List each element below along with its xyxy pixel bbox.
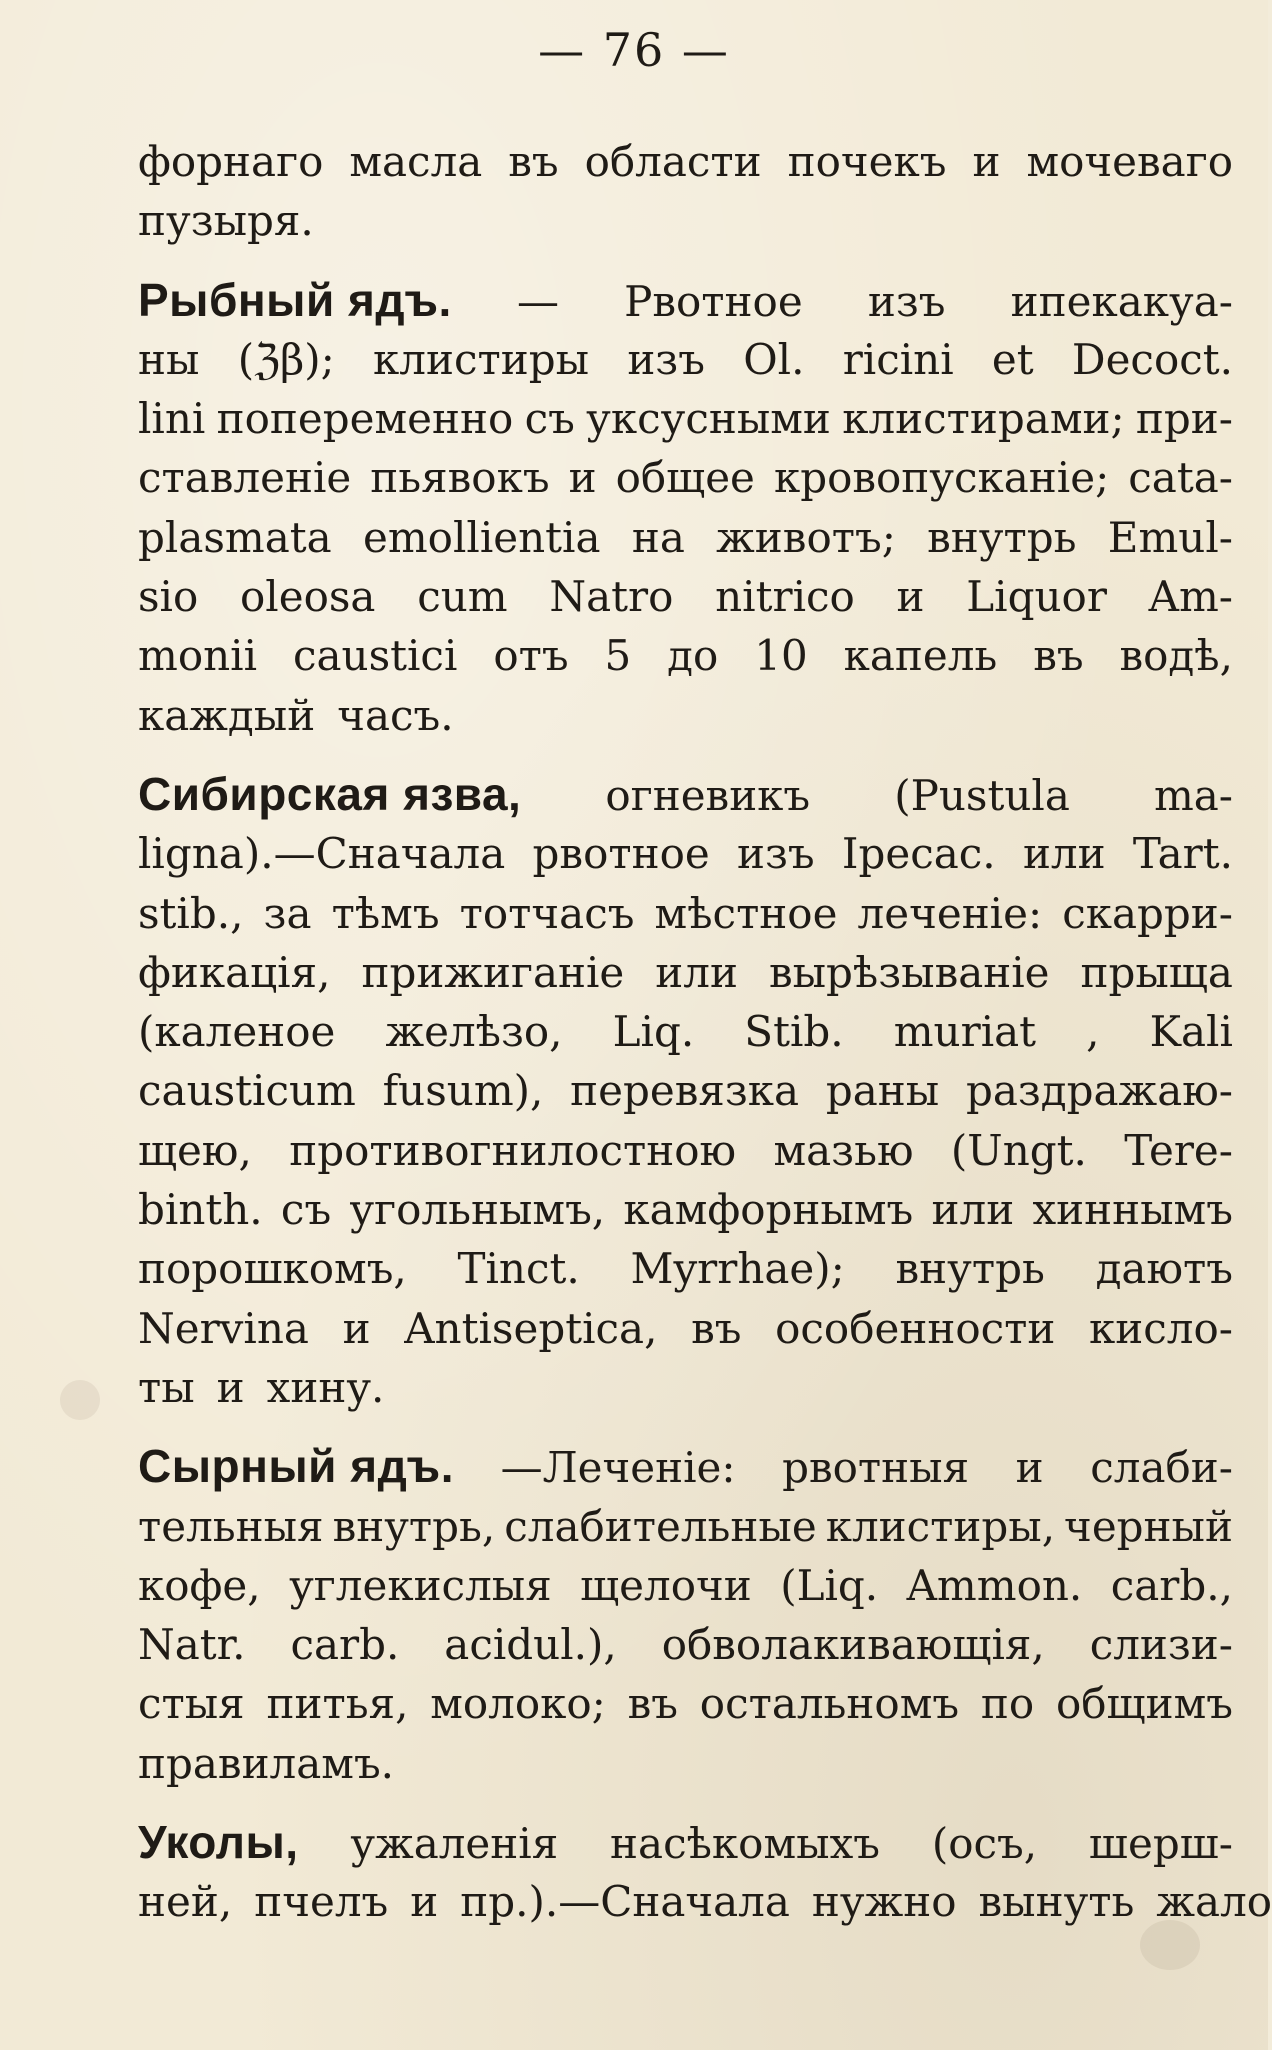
word: слаби- xyxy=(1090,1443,1233,1493)
word: почекъ xyxy=(787,137,947,186)
word: и xyxy=(216,1362,245,1412)
word: , xyxy=(1086,1007,1100,1057)
word: масла xyxy=(349,137,483,186)
word: binth. xyxy=(138,1185,263,1235)
word: каждый xyxy=(138,690,316,740)
word: въ xyxy=(508,137,559,186)
word: cata- xyxy=(1128,453,1233,503)
word: внутрь, xyxy=(332,1501,496,1551)
word: до xyxy=(667,631,719,681)
word: и xyxy=(410,1877,439,1927)
word: раздражаю- xyxy=(965,1066,1233,1116)
word: кровопусканіе; xyxy=(773,453,1110,503)
word: мочеваго xyxy=(1026,137,1233,186)
word: слабительные xyxy=(504,1501,817,1551)
text-line xyxy=(138,191,1233,250)
word: хину. xyxy=(266,1362,385,1412)
word: кофе, xyxy=(138,1560,261,1610)
word: (каленое xyxy=(138,1007,336,1057)
word: на xyxy=(631,512,685,562)
text-line xyxy=(138,686,1233,745)
word: monii xyxy=(138,631,258,681)
word: общимъ xyxy=(1055,1679,1233,1729)
paragraph-gap xyxy=(138,1417,1233,1437)
word: —Леченіе: xyxy=(500,1443,736,1493)
word: ligna).—Сначала xyxy=(138,829,506,879)
word: жало xyxy=(1156,1877,1272,1927)
word: Nervina xyxy=(138,1303,309,1353)
word: (осъ, xyxy=(931,1819,1038,1869)
paragraph xyxy=(138,765,1233,1417)
word: скарри- xyxy=(1062,888,1233,938)
word: изъ xyxy=(867,276,946,326)
word: Ipecac. xyxy=(841,829,996,879)
word: lini xyxy=(138,394,206,444)
word: водѣ, xyxy=(1119,631,1233,681)
word: остальномъ xyxy=(699,1679,960,1729)
word: уксусными xyxy=(586,394,831,444)
entry-heading: Уколы, xyxy=(138,1816,299,1869)
word: мазью xyxy=(773,1125,914,1175)
word: cum xyxy=(417,572,508,622)
word: въ xyxy=(691,1303,742,1353)
text-line xyxy=(138,884,1233,943)
text-line xyxy=(138,567,1233,626)
word: Tinct. xyxy=(457,1244,580,1294)
word: насѣкомыхъ xyxy=(610,1819,880,1869)
word: вынуть xyxy=(978,1877,1135,1927)
word: ты xyxy=(138,1362,195,1412)
word: желѣзо, xyxy=(385,1007,563,1057)
word: питья, xyxy=(266,1679,409,1729)
word: Natr. xyxy=(138,1620,246,1670)
word: 10 xyxy=(754,631,808,681)
text-line xyxy=(138,943,1233,1002)
text-line xyxy=(138,1061,1233,1120)
word: ставленіе xyxy=(138,453,352,503)
word: (Liq. xyxy=(780,1560,879,1610)
text-line xyxy=(138,1437,1233,1496)
paragraph xyxy=(138,1813,1272,1932)
word: угольнымъ, xyxy=(349,1185,606,1235)
word: отъ xyxy=(493,631,569,681)
word: обволакивающія, xyxy=(661,1620,1045,1670)
word: порошкомъ, xyxy=(138,1244,407,1294)
word: молоко; xyxy=(430,1679,606,1729)
paragraph-gap xyxy=(138,251,1233,271)
word: Tere- xyxy=(1124,1125,1233,1175)
word: plasmata xyxy=(138,512,332,562)
word: рвотныя xyxy=(782,1443,970,1493)
entry-heading: Сибирская язва, xyxy=(138,767,522,820)
word: ипекакуа- xyxy=(1010,276,1233,326)
text-line xyxy=(138,1872,1272,1931)
word: nitrico xyxy=(715,572,855,622)
word: emollientia xyxy=(363,512,601,562)
word: даютъ xyxy=(1095,1244,1233,1294)
word: въ xyxy=(627,1679,678,1729)
word: и xyxy=(568,453,597,503)
word: особенности xyxy=(775,1303,1056,1353)
word: Emul- xyxy=(1107,512,1233,562)
word: и xyxy=(972,137,1001,186)
word: изъ xyxy=(737,829,815,879)
word: по xyxy=(980,1679,1035,1729)
word: Рвотное xyxy=(624,276,803,326)
word: ны xyxy=(138,334,200,384)
word: Natro xyxy=(549,572,674,622)
word: клистирами; xyxy=(842,394,1125,444)
word: oleosa xyxy=(240,572,376,622)
word: изъ xyxy=(627,334,705,384)
word: пчелъ xyxy=(254,1877,389,1927)
word: ma- xyxy=(1153,770,1233,820)
word: внутрь xyxy=(927,512,1077,562)
text-line xyxy=(138,1734,1233,1793)
word: ricini xyxy=(842,334,954,384)
word: общее xyxy=(615,453,755,503)
word: causticum xyxy=(138,1066,356,1116)
word: животъ; xyxy=(716,512,896,562)
word: et xyxy=(991,334,1034,384)
word: перевязка xyxy=(570,1066,800,1116)
word: Ol. xyxy=(743,334,805,384)
word: Am- xyxy=(1148,572,1233,622)
word: — xyxy=(516,276,559,326)
word: хиннымъ xyxy=(1032,1185,1233,1235)
text-line xyxy=(138,330,1233,389)
word: тѣмъ xyxy=(331,888,440,938)
word: ней, xyxy=(138,1877,233,1927)
word: часъ. xyxy=(337,690,454,740)
text-line xyxy=(138,824,1233,883)
text-line xyxy=(138,508,1233,567)
text-line xyxy=(138,1002,1233,1061)
word: ужаленія xyxy=(350,1819,559,1869)
word: стыя xyxy=(138,1679,245,1729)
word: области xyxy=(584,137,762,186)
word: углекислыя xyxy=(289,1560,552,1610)
word: шерш- xyxy=(1088,1819,1233,1869)
word: (Pustula xyxy=(894,770,1070,820)
word: Stib. xyxy=(744,1007,844,1057)
word: Liquor xyxy=(966,572,1107,622)
word: прижиганіе xyxy=(361,947,625,997)
word: кисло- xyxy=(1089,1303,1233,1353)
word: тельныя xyxy=(138,1501,324,1551)
text-line xyxy=(138,132,1233,191)
paragraph xyxy=(138,271,1233,745)
text-line xyxy=(138,1358,1233,1417)
word: и xyxy=(896,572,925,622)
word: щею, xyxy=(138,1125,252,1175)
word: попеременно xyxy=(216,394,514,444)
word: леченіе: xyxy=(857,888,1043,938)
word: камфорнымъ xyxy=(623,1185,914,1235)
word: форнаго xyxy=(138,137,324,186)
word: съ xyxy=(280,1185,332,1235)
word: пр.).—Сначала xyxy=(460,1877,790,1927)
text-line xyxy=(138,626,1233,685)
word: рвотное xyxy=(532,829,710,879)
word: внутрь xyxy=(895,1244,1045,1294)
text-line xyxy=(138,1497,1233,1556)
word: и xyxy=(1015,1443,1044,1493)
word: слизи- xyxy=(1089,1620,1233,1670)
text-line xyxy=(138,765,1233,824)
page-number: — 76 — xyxy=(538,23,730,77)
word: клистиры xyxy=(373,334,590,384)
word: и xyxy=(342,1303,371,1353)
word: Myrrhae); xyxy=(630,1244,845,1294)
word: или xyxy=(931,1185,1015,1235)
entry-heading: Рыбный ядъ. xyxy=(138,273,452,326)
text-line xyxy=(138,389,1233,448)
text-line xyxy=(138,1615,1233,1674)
word: прыща xyxy=(1080,947,1233,997)
word: клистиры, xyxy=(825,1501,1056,1551)
text-line xyxy=(138,1813,1233,1872)
word: Kali xyxy=(1149,1007,1233,1057)
word: противогнилостною xyxy=(289,1125,737,1175)
word: Decoct. xyxy=(1071,334,1233,384)
word: sio xyxy=(138,572,199,622)
word: acidul.), xyxy=(444,1620,617,1670)
word: Antiseptica, xyxy=(404,1303,658,1353)
word: огневикъ xyxy=(605,770,811,820)
word: (Ungt. xyxy=(950,1125,1087,1175)
word: правиламъ. xyxy=(138,1738,395,1788)
word: Ammon. xyxy=(906,1560,1083,1610)
word: мѣстное xyxy=(654,888,838,938)
paragraph-gap xyxy=(138,745,1233,765)
word: или xyxy=(1022,829,1106,879)
entry-heading: Сырный ядъ. xyxy=(138,1440,454,1493)
word: fusum), xyxy=(382,1066,544,1116)
paragraph xyxy=(138,132,1233,251)
word: carb. xyxy=(290,1620,400,1670)
word: пьявокъ xyxy=(370,453,550,503)
word: вырѣзываніе xyxy=(768,947,1050,997)
word: caustici xyxy=(292,631,458,681)
word: пузыря. xyxy=(138,196,314,246)
word: при- xyxy=(1135,394,1233,444)
word: фикація, xyxy=(138,947,331,997)
word: въ xyxy=(1033,631,1084,681)
word: 5 xyxy=(604,631,632,681)
word: тотчасъ xyxy=(459,888,635,938)
word: щелочи xyxy=(580,1560,752,1610)
word: черный xyxy=(1064,1501,1233,1551)
paragraph-gap xyxy=(138,1793,1233,1813)
word: или xyxy=(655,947,738,997)
word: за xyxy=(263,888,312,938)
text-line xyxy=(138,271,1233,330)
text-line xyxy=(138,448,1233,507)
word: капель xyxy=(843,631,998,681)
word: carb., xyxy=(1110,1560,1233,1610)
text-line xyxy=(138,1556,1233,1615)
paragraph xyxy=(138,1437,1233,1793)
text-line xyxy=(138,1180,1233,1239)
text-line xyxy=(138,1121,1233,1180)
word: Liq. xyxy=(612,1007,695,1057)
text-line xyxy=(138,1299,1233,1358)
paper-stain xyxy=(60,1380,100,1420)
word: нужно xyxy=(811,1877,957,1927)
word: (ℨβ); xyxy=(237,334,335,384)
word: Tart. xyxy=(1132,829,1233,879)
text-line xyxy=(138,1674,1233,1733)
word: раны xyxy=(825,1066,940,1116)
word: stib., xyxy=(138,888,244,938)
page-text xyxy=(138,132,1272,1932)
word: muriat xyxy=(893,1007,1037,1057)
word: съ xyxy=(524,394,575,444)
text-line xyxy=(138,1239,1233,1298)
